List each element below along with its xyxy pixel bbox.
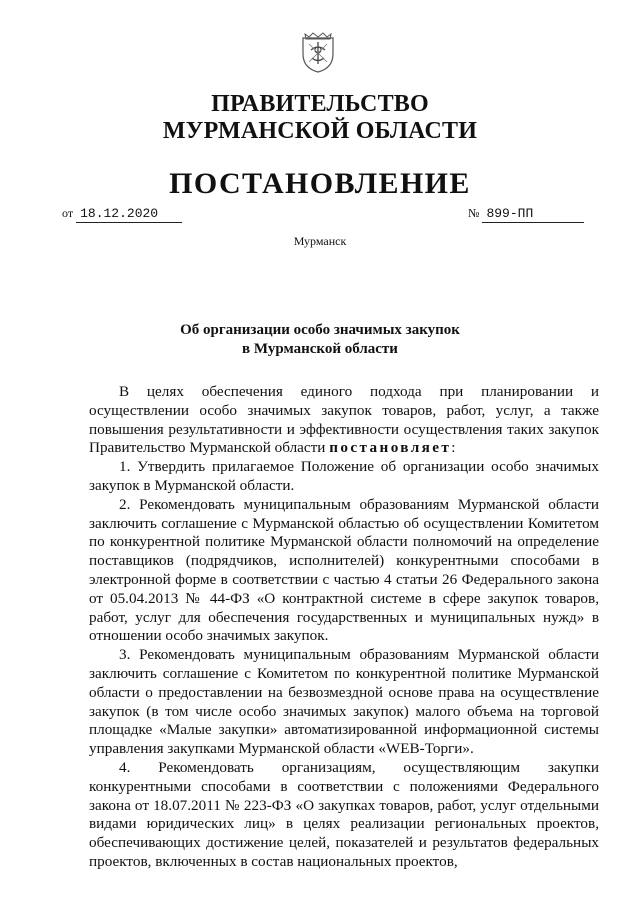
subject-line2: в Мурманской области [242, 341, 398, 357]
date-prefix: от [62, 206, 74, 220]
intro-text: В целях обеспечения единого подхода при планировании и осуществлении особо значимых закупок товаров, работ, услуг, а также повышения результативности и эффективности осуществления таких закупок Правительство Мурманской области [89, 383, 599, 457]
document-date [62, 206, 182, 223]
government-title-line1: ПРАВИТЕЛЬСТВО [211, 91, 429, 117]
number-prefix: № [468, 206, 480, 220]
coat-of-arms-icon [297, 30, 339, 74]
paragraph-3: 3. Рекомендовать муниципальным образованиям Мурманской области заключить соглашение с Комитетом по конкурентной политике Мурманской области о предоставлении на безвозмездной основе права на осуществление закупок (в том числе особо значимых закупок) малого объема на торговой площадке «Малые закупки» автоматизированной информационной системы управления закупками Мурманской области «WEB-Торги». [89, 646, 599, 758]
intro-paragraph [89, 383, 599, 458]
subject-line1: Об организации особо значимых закупок [180, 322, 460, 338]
paragraph-2: 2. Рекомендовать муниципальным образованиям Мурманской области заключить соглашение с Мурманской областью об осуществлении Комитетом по конкурентной политике Мурманской области полномочий на определение поставщиков (подрядчиков, исполнителей) конкурентными способами в электронной форме в соответствии с частью 4 статьи 26 Федерального закона от 05.04.2013 № 44-ФЗ «О контрактной системе в сфере закупок товаров, работ, услуг для обеспечения государственных и муниципальных нужд» в отношении особо значимых закупок. [89, 495, 599, 645]
number-value: 899-ПП [482, 206, 584, 223]
document-body [89, 383, 599, 872]
document-number [468, 206, 584, 223]
date-value: 18.12.2020 [76, 206, 182, 223]
document-type-heading: ПОСТАНОВЛЕНИЕ [169, 167, 471, 200]
resolve-word: постановляет [329, 439, 452, 457]
issuing-city: Мурманск [293, 234, 347, 248]
paragraph-4: 4. Рекомендовать организациям, осуществляющим закупки конкурентными способами в соответствии с положениями Федерального закона от 18.07.2011 № 223-ФЗ «О закупках товаров, работ, услуг отдельными видами юридических лиц» в целях реализации региональных проектов, обеспечивающих достижение целей, показателей и результатов федеральных проектов, включенных в состав национальных проектов, [89, 758, 599, 870]
government-title-line2: МУРМАНСКОЙ ОБЛАСТИ [162, 118, 478, 144]
intro-colon: : [451, 439, 456, 457]
paragraph-1: 1. Утвердить прилагаемое Положение об организации особо значимых закупок в Мурманской области. [89, 458, 599, 494]
